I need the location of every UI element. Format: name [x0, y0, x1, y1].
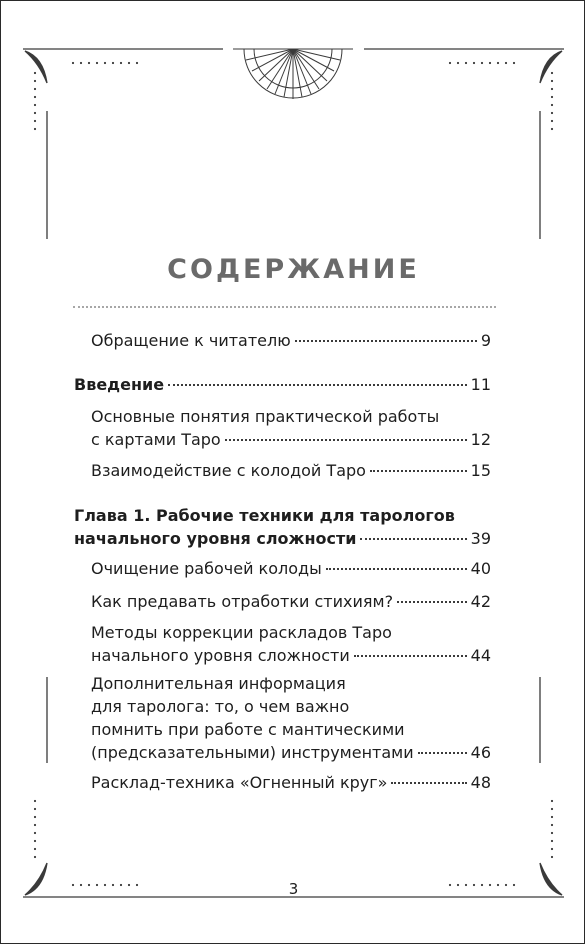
- dot-leader: [391, 782, 466, 784]
- toc-entry-page: 48: [470, 773, 491, 792]
- toc-entry-title: Как предавать отработки стихиям?: [91, 592, 394, 611]
- toc-entry-page: 15: [470, 461, 491, 480]
- dot-leader: [168, 384, 467, 386]
- dot-leader: [354, 655, 467, 657]
- toc-entry-title: Взаимодействие с колодой Таро: [91, 461, 366, 480]
- toc-entry[interactable]: [91, 771, 491, 794]
- toc-entry-title-line: Основные понятия практической работы: [91, 407, 440, 426]
- toc-entry-page: 40: [470, 559, 491, 578]
- toc-entry-page: 46: [470, 743, 491, 762]
- table-of-contents: [1, 1, 586, 945]
- toc-entry[interactable]: [91, 621, 491, 667]
- toc-entry-title-line: для таролога: то, о чем важно: [91, 697, 350, 716]
- toc-entry-page: 42: [470, 592, 491, 611]
- dot-leader: [418, 752, 467, 754]
- toc-entry[interactable]: [91, 672, 491, 764]
- toc-entry-title-line: Глава 1. Рабочие техники для тарологов: [74, 506, 455, 525]
- toc-entry[interactable]: [91, 329, 491, 352]
- toc-title: СОДЕРЖАНИЕ: [167, 254, 420, 285]
- dot-leader: [397, 601, 467, 603]
- toc-entry-title-line: помнить при работе с мантическими: [91, 720, 405, 739]
- toc-entry-title-line: Дополнительная информация: [91, 674, 346, 693]
- toc-entry[interactable]: [91, 459, 491, 482]
- toc-entry[interactable]: [74, 373, 491, 396]
- toc-entry-page: 44: [470, 646, 491, 665]
- toc-entry-title: Введение: [74, 375, 165, 394]
- toc-entry-title: Очищение рабочей колоды: [91, 559, 322, 578]
- toc-entry[interactable]: [91, 405, 491, 451]
- toc-entry-title: Обращение к читателю: [91, 331, 291, 350]
- toc-entry-title: (предсказательными) инструментами: [91, 743, 414, 762]
- toc-entry-page: 12: [470, 430, 491, 449]
- toc-entry[interactable]: [91, 557, 491, 580]
- toc-entry-title: с картами Таро: [91, 430, 221, 449]
- dot-leader: [370, 470, 467, 472]
- toc-entry-title: Расклад-техника «Огненный круг»: [91, 773, 388, 792]
- toc-entry-title: начального уровня сложности: [91, 646, 350, 665]
- toc-entry-title-line: Методы коррекции раскладов Таро: [91, 623, 392, 642]
- toc-entry-title: начального уровня сложности: [74, 529, 357, 548]
- toc-entry-page: 11: [470, 375, 491, 394]
- page-number: 3: [288, 880, 299, 898]
- dot-leader: [360, 538, 466, 540]
- toc-entry-page: 39: [470, 529, 491, 548]
- dot-leader: [295, 340, 477, 342]
- toc-entry-page: 9: [480, 331, 491, 350]
- toc-entry[interactable]: [91, 590, 491, 613]
- dot-leader: [225, 439, 467, 441]
- dot-leader: [326, 568, 467, 570]
- toc-entry[interactable]: [74, 504, 491, 550]
